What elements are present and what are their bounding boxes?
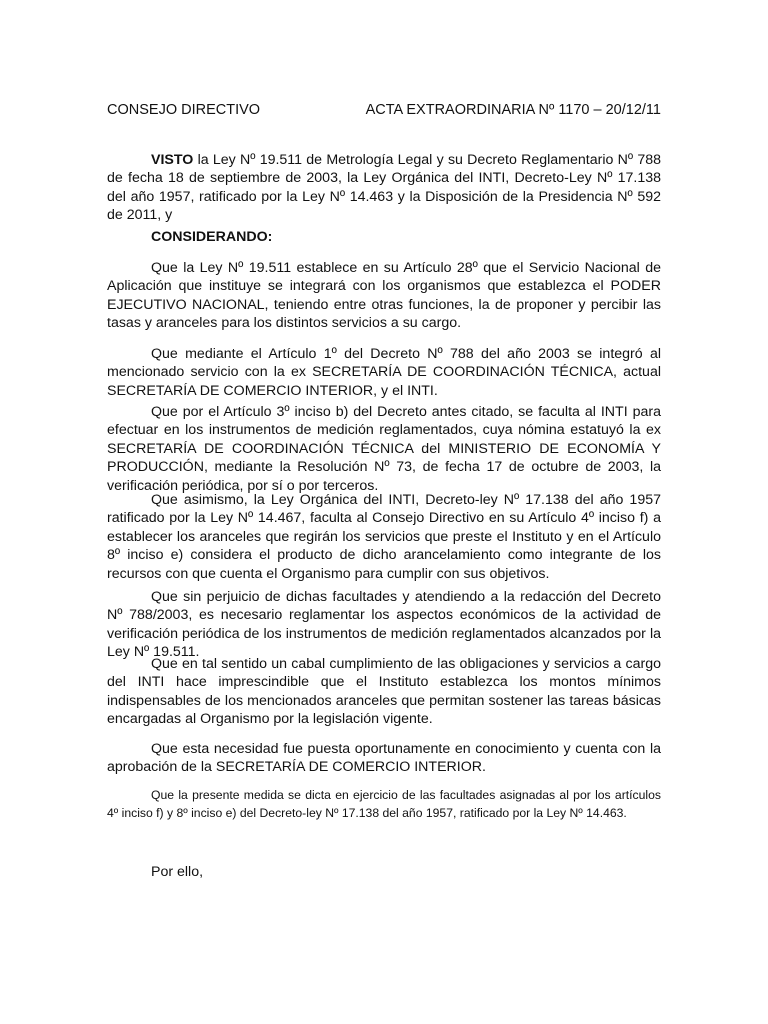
paragraph-2: Que mediante el Artículo 1º del Decreto Nº 788 del año 2003 se integró al mencionado servicio con la ex SECRETARÍA DE COORDINACIÓN TÉCNICA, actual SECRETARÍA DE COMERCIO INTERIOR, y el INTI. (107, 346, 661, 399)
paragraph-4: Que asimismo, la Ley Orgánica del INTI, Decreto-ley Nº 17.138 del año 1957 ratificado por la Ley Nº 14.467, faculta al Consejo Directivo en su Artículo 4º inciso f) a establecer los aranceles que regirán los servicios que preste el Instituto y en el Artículo 8º inciso e) considera el producto de dicho arancelamiento como integrante de los recursos con que cuenta el Organismo para cumplir con sus objetivos. (107, 492, 661, 582)
paragraph-8: Que la presente medida se dicta en ejercicio de las facultades asignadas al por los artículos 4º inciso f) y 8º inciso e) del Decreto-ley Nº 17.138 del año 1957, ratificado por la Ley Nº 14.463. (107, 788, 661, 820)
paragraph-7: Que esta necesidad fue puesta oportunamente en conocimiento y cuenta con la aprobación de la SECRETARÍA DE COMERCIO INTERIOR. (107, 741, 661, 776)
paragraph-3: Que por el Artículo 3º inciso b) del Decreto antes citado, se faculta al INTI para efectuar en los instrumentos de medición reglamentados, cuya nómina estatuyó la ex SECRETARÍA DE COORDINACIÓN TÉCNICA del MINISTERIO DE ECONOMÍA Y PRODUCCIÓN, mediante la Resolución Nº 73, de fecha 17 de octubre de 2003, la verificación periódica, por sí o por terceros. (107, 404, 661, 494)
paragraph-5: Que sin perjuicio de dichas facultades y atendiendo a la redacción del Decreto Nº 788/2003, es necesario reglamentar los aspectos económicos de la actividad de verificación periódica de los instrumentos de medición reglamentados alcanzados por la Ley Nº 19.511. (107, 589, 661, 661)
considerando-heading: CONSIDERANDO: (151, 229, 273, 245)
header-council: CONSEJO DIRECTIVO (107, 102, 261, 118)
header-act-number: ACTA EXTRAORDINARIA Nº 1170 – 20/12/11 (365, 102, 661, 118)
visto-lead: VISTO (151, 152, 194, 168)
paragraph-1: Que la Ley Nº 19.511 establece en su Artículo 28º que el Servicio Nacional de Aplicación que instituye se integrará con los organismos que establezca el PODER EJECUTIVO NACIONAL, teniendo entre otras funciones, la de proponer y percibir las tasas y aranceles para los distintos servicios a su cargo. (107, 260, 661, 332)
visto-text: la Ley Nº 19.511 de Metrología Legal y su Decreto Reglamentario Nº 788 de fecha 18 de septiembre de 2003, la Ley Orgánica del INTI, Decreto-Ley Nº 17.138 del año 1957, ratificado por la Ley Nº 14.463 y la Disposición de la Presidencia Nº 592 de 2011, y (107, 152, 661, 224)
paragraph-6: Que en tal sentido un cabal cumplimiento de las obligaciones y servicios a cargo del INTI hace imprescindible que el Instituto establezca los montos mínimos indispensables de los mencionados aranceles que permitan sostener las tareas básicas encargadas al Organismo por la legislación vigente. (107, 656, 661, 728)
visto-paragraph (107, 151, 661, 225)
closing-text: Por ello, (151, 864, 204, 880)
